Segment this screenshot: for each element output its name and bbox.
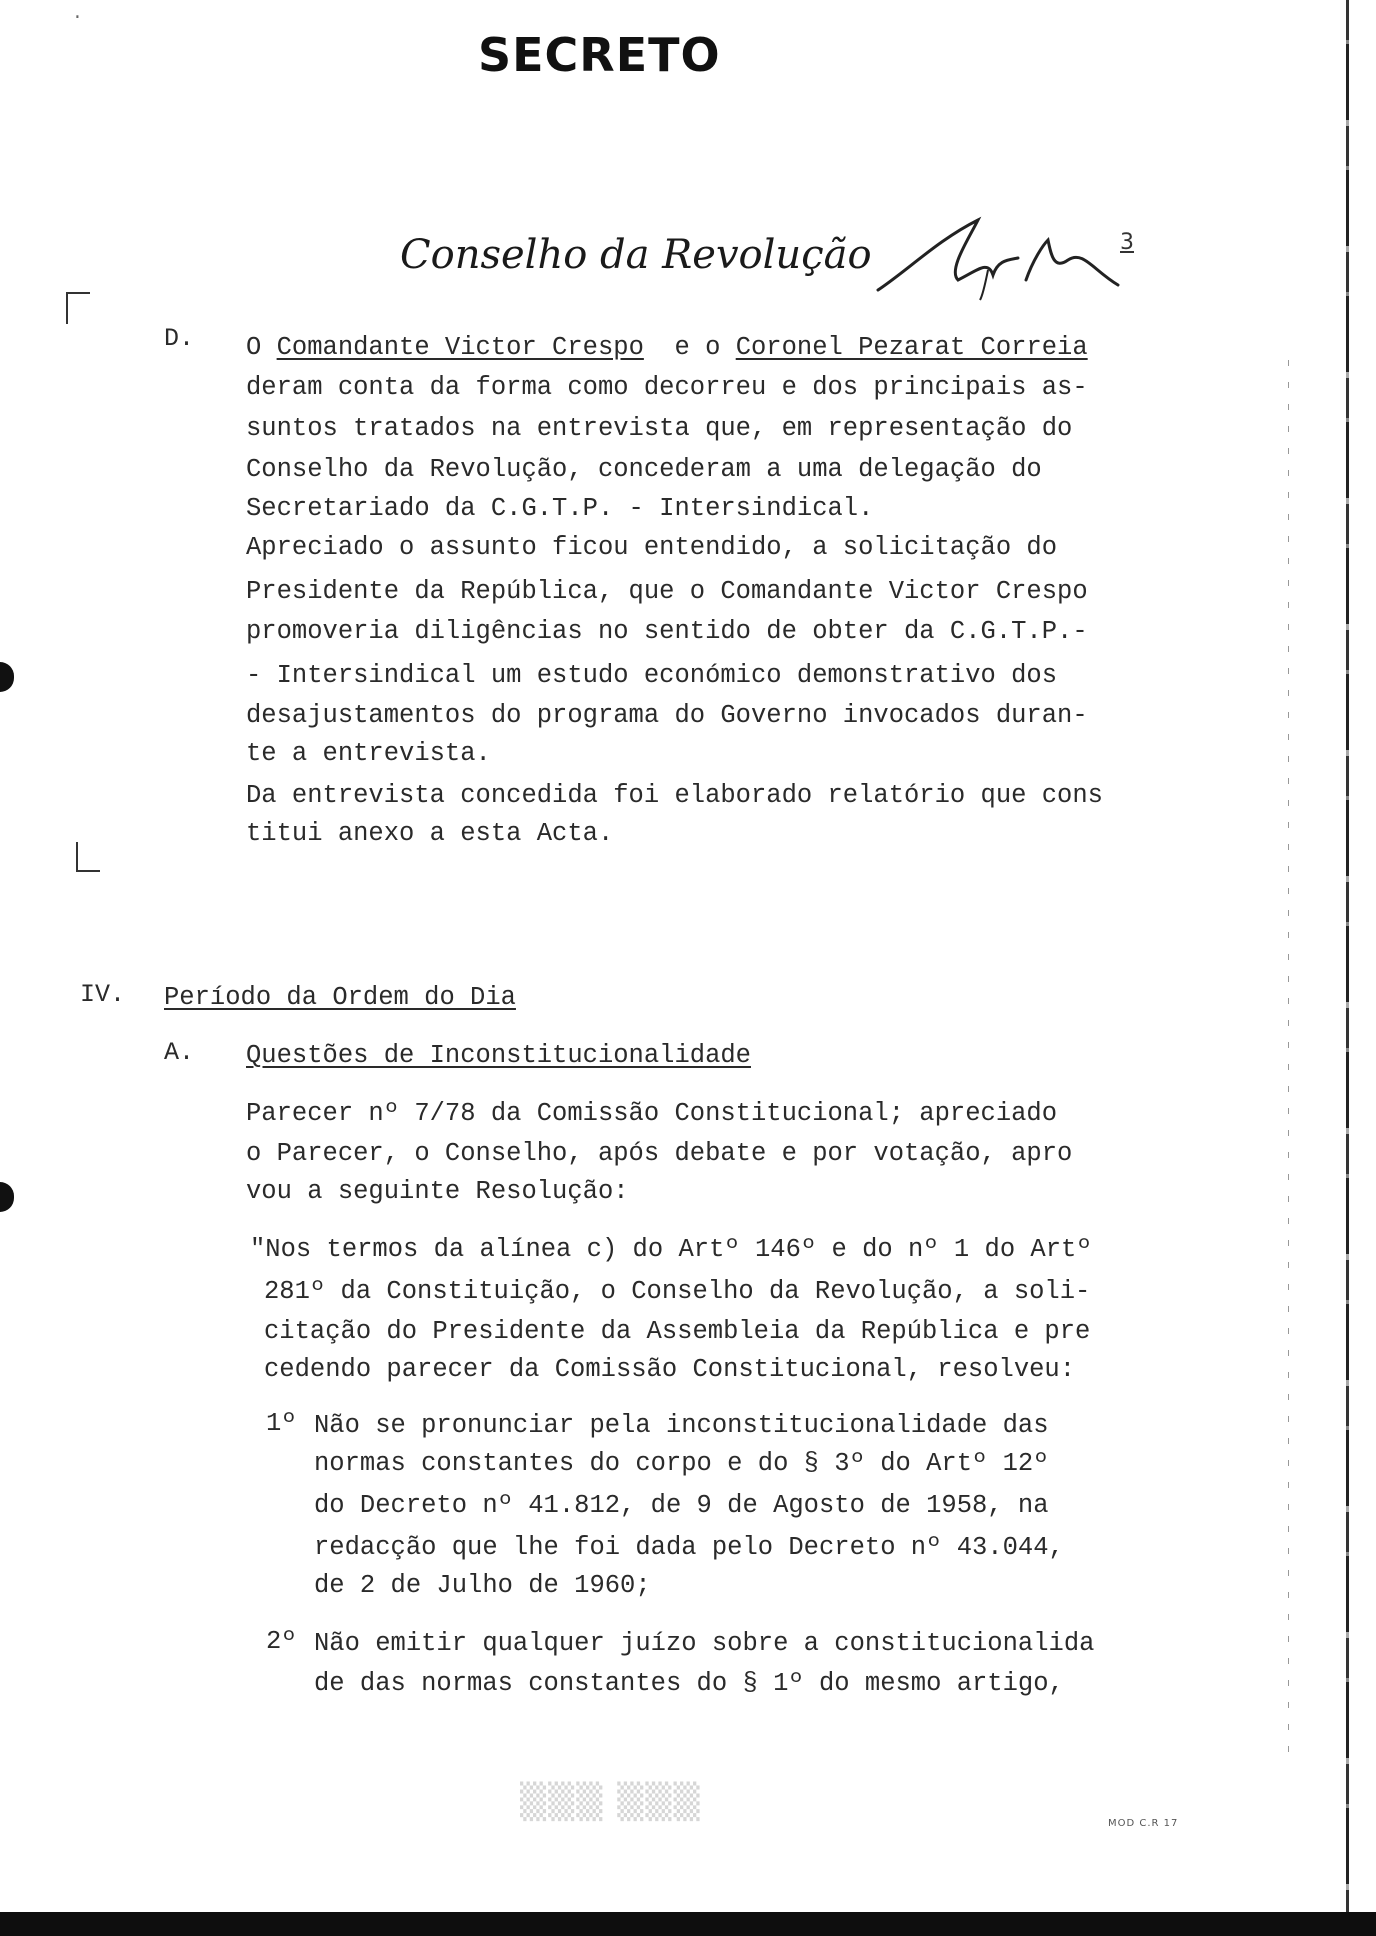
paragraph-line: te a entrevista. [246,739,491,768]
paragraph-line: Secretariado da C.G.T.P. - Intersindical. [246,494,874,523]
section-title: Período da Ordem do Dia [164,983,516,1012]
subsection-title: Questões de Inconstitucionalidade [246,1041,751,1070]
quote-line: cedendo parecer da Comissão Constitucional, resolveu: [264,1355,1076,1384]
item-number: 2º [266,1627,297,1656]
scan-mark: · [72,8,83,28]
paragraph-line: suntos tratados na entrevista que, em representação do [246,414,1073,443]
paragraph-line: vou a seguinte Resolução: [246,1177,629,1206]
signature-icon [868,200,1128,310]
paragraph-line: deram conta da forma como decorreu e dos principais as- [246,373,1088,402]
item-line: Não se pronunciar pela inconstitucionalidade das [314,1411,1049,1440]
margin-bracket-top [66,292,90,324]
item-line: de 2 de Julho de 1960; [314,1571,651,1600]
paragraph-line: - Intersindical um estudo económico demonstrativo dos [246,661,1058,690]
paragraph-line: Conselho da Revolução, concederam a uma delegação do [246,455,1042,484]
paragraph-line [246,328,1088,368]
text-run: O [246,333,277,362]
paragraph-line: o Parecer, o Conselho, após debate e por votação, apro [246,1139,1073,1168]
item-line: Não emitir qualquer juízo sobre a constitucionalida [314,1629,1095,1658]
page-number: 3 [1120,230,1134,255]
letterhead: Conselho da Revolução [400,232,872,278]
underlined-name: Coronel Pezarat Correia [735,333,1088,362]
classification-stamp: SECRETO [478,28,721,82]
quote-line: citação do Presidente da Assembleia da República e pre [264,1317,1091,1346]
page-edge [1346,0,1349,1936]
paragraph-line: Apreciado o assunto ficou entendido, a solicitação do [246,533,1058,562]
text-run: e o [643,333,736,362]
item-line: normas constantes do corpo e do § 3º do Artº 12º [314,1449,1049,1478]
item-number: 1º [266,1409,297,1438]
paragraph-line: titui anexo a esta Acta. [246,819,614,848]
punch-hole [0,1182,14,1212]
paragraph-line: desajustamentos do programa do Governo invocados duran- [246,701,1088,730]
underlined-name: Comandante Victor Crespo [276,333,644,362]
paragraph-line: Da entrevista concedida foi elaborado relatório que cons [246,781,1103,810]
punch-hole [0,662,14,692]
section-marker: IV. [80,980,126,1009]
item-line: do Decreto nº 41.812, de 9 de Agosto de 1958, na [314,1491,1049,1520]
quote-line: 281º da Constituição, o Conselho da Revolução, a soli- [264,1277,1091,1306]
faded-stamp-mark: ▒▒▒ ▒▒▒ [520,1782,702,1822]
item-line: redacção que lhe foi dada pelo Decreto nº 43.044, [314,1533,1064,1562]
quote-line: "Nos termos da alínea c) do Artº 146º e do nº 1 do Artº [250,1235,1092,1264]
margin-bracket-bottom [76,842,100,872]
scan-bottom-border [0,1912,1376,1936]
subsection-marker: A. [164,1038,195,1067]
form-code: MOD C.R 17 [1108,1818,1179,1829]
paragraph-line: promoveria diligências no sentido de obter da C.G.T.P.- [246,617,1088,646]
section-marker: D. [164,324,195,353]
page-edge-dots [1288,360,1289,1760]
item-line: de das normas constantes do § 1º do mesmo artigo, [314,1669,1064,1698]
paragraph-line: Parecer nº 7/78 da Comissão Constitucional; apreciado [246,1099,1058,1128]
paragraph-line: Presidente da República, que o Comandante Victor Crespo [246,577,1088,606]
